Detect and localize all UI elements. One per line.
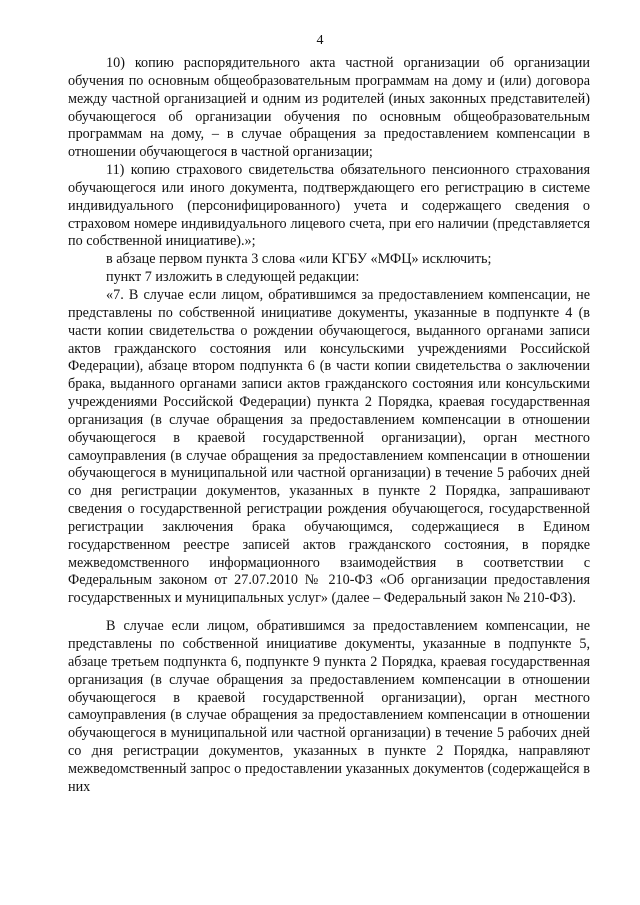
paragraph-item-11: 11) копию страхового свидетельства обязательного пенсионного страхования обучающегося или иного документа, подтверждающего его регистрацию в системе индивидуального (персонифицированного) учета и содержащего сведения о страховом номере индивидуального лицевого счета, при его наличии (представляется по собственной инициативе).»; xyxy=(68,162,590,250)
paragraph-item-10: 10) копию распорядительного акта частной организации об организации обучения по основным общеобразовательным программам на дому и (или) договора между частной организацией и одним из родителей (иных законных представителей) обучающегося об организации обучения по основным общеобразовательным программам на дому, – в случае обращения за предоставлением компенсации в отношении обучающегося в частной организации; xyxy=(68,55,590,161)
paragraph-amendment-point-7: пункт 7 изложить в следующей редакции: xyxy=(106,269,360,286)
paragraph-point-7-second: В случае если лицом, обратившимся за предоставлением компенсации, не представлены по собственной инициативе документы, указанные в подпункте 5, абзаце третьем подпункта 6, подпункте 9 пункта 2 Порядка, краевая государственная организация (в случае обращения за предоставлением компенсации в отношении обучающегося в краевой государственной организации), орган местного самоуправления (в случае обращения за предоставлением компенсации в отношении обучающегося в муниципальной или частной организации) в течение 5 рабочих дней со дня регистрации документов, указанных в пункте 2 Порядка, направляют межведомственный запрос о предоставлении указанных документов (содержащейся в них xyxy=(68,618,590,795)
paragraph-point-7-text: «7. В случае если лицом, обратившимся за предоставлением компенсации, не представлены по собственной инициативе документы, указанные в подпункте 4 (в части копии свидетельства о рождении обучающегося, выданного органами записи актов гражданского состояния или консульскими учреждениями Российской Федерации), абзаце втором подпункта 6 (в части копии свидетельства о заключении брака, выданного органами записи актов гражданского состояния или консульскими учреждениями Российской Федерации) пункта 2 Порядка, краевая государственная организация (в случае обращения за предоставлением компенсации в отношении обучающегося в краевой государственной организации), орган местного самоуправления (в случае обращения за предоставлением компенсации в отношении обучающегося в муниципальной или частной организации) в течение 5 рабочих дней со дня регистрации документов, указанных в пункте 2 Порядка, запрашивают сведения о государственной регистрации рождения обучающегося, государственной регистрации заключения брака обучающимся, содержащиеся в Едином государственном реестре записей актов гражданского состояния, в порядке межведомственного информационного взаимодействия в соответствии с Федеральным законом от 27.07.2010 № 210-ФЗ «Об организации предоставления государственных и муниципальных услуг» (далее – Федеральный закон № 210-ФЗ). xyxy=(68,286,590,607)
page-number: 4 xyxy=(316,33,324,48)
paragraph-amendment-point-3: в абзаце первом пункта 3 слова «или КГБУ «МФЦ» исключить; xyxy=(106,251,492,268)
document-body xyxy=(68,55,590,797)
